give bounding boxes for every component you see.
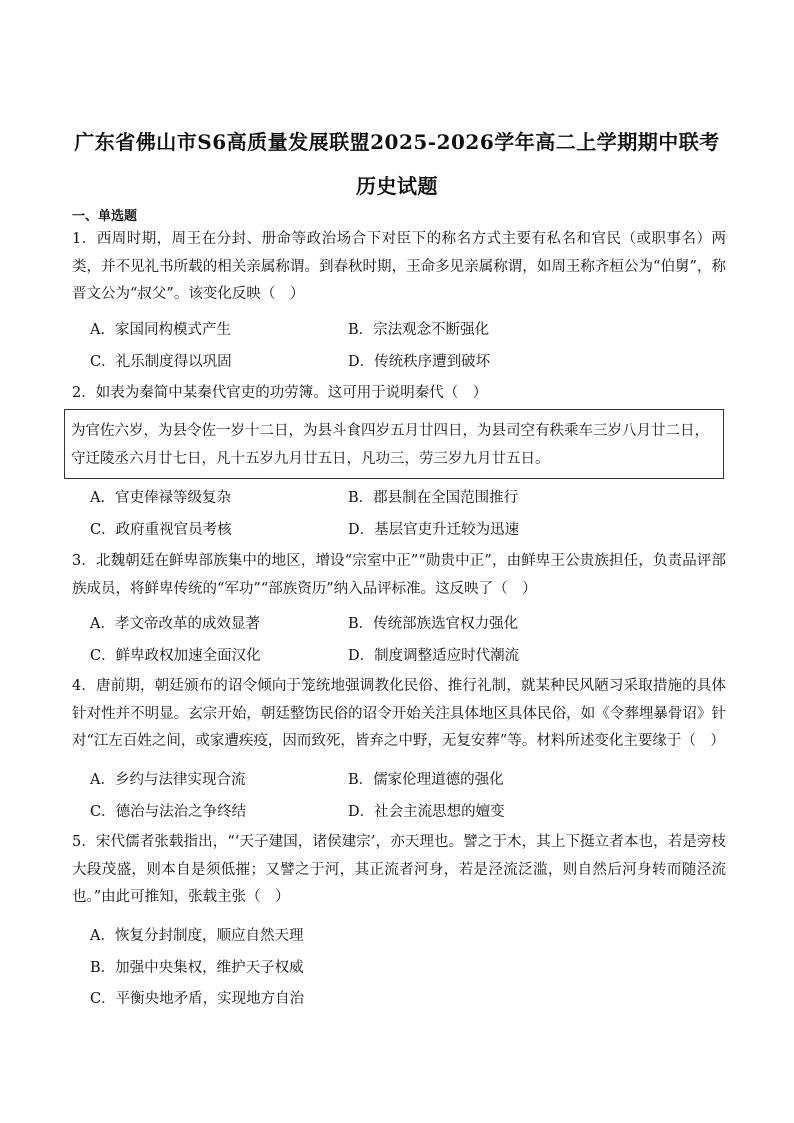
question-4-option-c[interactable]: C．德治与法治之争终结	[90, 804, 247, 820]
exam-title: 广东省佛山市S6高质量发展联盟2025-2026学年高二上学期期中联考	[74, 130, 720, 154]
question-5-stem: 5．宋代儒者张载指出，“‘天子建国，诸侯建宗’，亦天理也。譬之于木，其上下挺立者本也，若是旁枝大段茂盛，则本自是须低摧；又譬之于河，其正流者河身，若是泾流泛滥，则自然后河身转而随泾流也。”由此可推知，张载主张（ ）	[72, 834, 726, 905]
question-1-option-d[interactable]: D．传统秩序遭到破坏	[348, 354, 491, 370]
question-4-option-a[interactable]: A．乡约与法律实现合流	[90, 772, 246, 788]
question-1-stem: 1．西周时期，周王在分封、册命等政治场合下对臣下的称名方式主要有私名和官民（或职事名）两类，并不见礼书所载的相关亲属称谓。到春秋时期，王命多见亲属称谓，如周王称齐桓公为“伯舅”，称晋文公为“叔父”。该变化反映（ ）	[72, 231, 726, 302]
question-3-option-c[interactable]: C．鲜卑政权加速全面汉化	[90, 648, 261, 664]
question-3-stem: 3．北魏朝廷在鲜卑部族集中的地区，增设“宗室中正”“勋贵中正”，由鲜卑王公贵族担任，负责品评部族成员，将鲜卑传统的“军功”“部族资历”纳入品评标准。这反映了（ ）	[72, 553, 726, 597]
question-3-option-b[interactable]: B．传统部族选官权力强化	[348, 616, 519, 632]
question-3-option-a[interactable]: A．孝文帝改革的成效显著	[90, 616, 260, 632]
question-2-option-c[interactable]: C．政府重视官员考核	[90, 522, 232, 538]
question-4-option-b[interactable]: B．儒家伦理道德的强化	[348, 772, 504, 788]
question-2-option-a[interactable]: A．官吏俸禄等级复杂	[90, 490, 231, 506]
question-1-option-c[interactable]: C．礼乐制度得以巩固	[90, 354, 232, 370]
question-2-option-b[interactable]: B．郡县制在全国范围推行	[348, 490, 519, 506]
question-2-material-box: 为官佐六岁，为县令佐一岁十二日，为县斗食四岁五月廿四日，为县司空有秩乘车三岁八月廿二日，守迁陵丞六月廿七日，凡十五岁九月廿五日，凡功三，劳三岁九月廿五日。	[64, 409, 724, 479]
section-heading: 一、单选题	[72, 209, 138, 224]
question-3-option-d[interactable]: D．制度调整适应时代潮流	[348, 648, 520, 664]
question-4-stem: 4．唐前期，朝廷颁布的诏令倾向于笼统地强调教化民俗、推行礼制，就某种民风陋习采取措施的具体针对性并不明显。玄宗开始，朝廷整饬民俗的诏令开始关注具体地区具体民俗，如《令葬埋暴骨诏》针对“江左百姓之间，或家遭疾疫，因而致死，皆弃之中野，无复安葬”等。材料所述变化主要缘于（ ）	[72, 678, 726, 749]
question-1-option-a[interactable]: A．家国同构模式产生	[90, 322, 231, 338]
question-5-option-c[interactable]: C．平衡央地矛盾，实现地方自治	[90, 991, 305, 1007]
question-5-option-b[interactable]: B．加强中央集权，维护天子权威	[90, 960, 304, 976]
question-2-stem: 2．如表为秦简中某秦代官吏的功劳簿。这可用于说明秦代（ ）	[72, 385, 488, 401]
question-1-option-b[interactable]: B．宗法观念不断强化	[348, 322, 490, 338]
question-5-option-a[interactable]: A．恢复分封制度，顺应自然天理	[90, 928, 304, 944]
exam-subject: 历史试题	[356, 174, 438, 198]
question-4-option-d[interactable]: D．社会主流思想的嬗变	[348, 804, 505, 820]
question-2-option-d[interactable]: D．基层官吏升迁较为迅速	[348, 522, 520, 538]
